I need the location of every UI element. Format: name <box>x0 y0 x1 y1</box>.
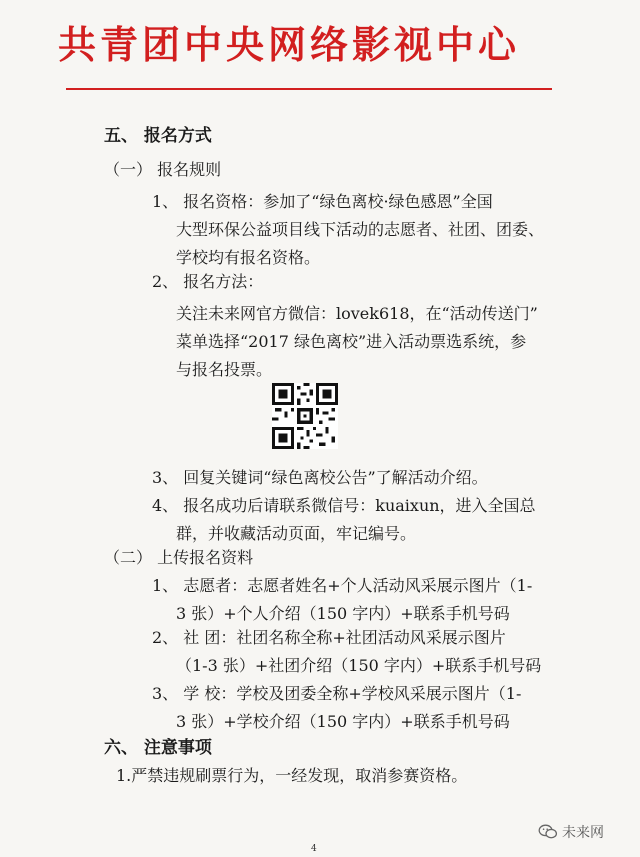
rule-item-3-line-1: 3、 回复关键词“绿色离校公告”了解活动介绍。 <box>152 468 488 487</box>
rule-item-1-line-1: 1、 报名资格：参加了“绿色离校·绿色感恩”全国 <box>152 192 493 211</box>
upload-item-1-line-2: 3 张）+个人介绍（150 字内）+联系手机号码 <box>176 604 510 623</box>
upload-item-1-line-1: 1、 志愿者：志愿者姓名+个人活动风采展示图片（1- <box>152 576 533 595</box>
wechat-qr-code <box>272 383 338 449</box>
subsection-2-heading: （二） 上传报名资料 <box>104 548 254 567</box>
letterhead-title: 共青团中央网络影视中心 <box>58 22 521 67</box>
subsection-1-heading: （一） 报名规则 <box>104 160 222 179</box>
rule-item-2-line-2: 关注未来网官方微信：lovek618，在“活动传送门” <box>176 304 538 323</box>
upload-item-3-line-2: 3 张）+学校介绍（150 字内）+联系手机号码 <box>176 712 510 731</box>
rule-item-2-line-4: 与报名投票。 <box>176 360 273 379</box>
section-6-heading: 六、 注意事项 <box>104 738 212 758</box>
upload-item-2-line-1: 2、 社 团：社团名称全称+社团活动风采展示图片 <box>152 628 506 647</box>
rule-item-1-line-2: 大型环保公益项目线下活动的志愿者、社团、团委、 <box>176 220 545 239</box>
notice-line-1: 1.严禁违规刷票行为，一经发现，取消参赛资格。 <box>116 766 468 785</box>
rule-item-1-line-3: 学校均有报名资格。 <box>176 248 321 267</box>
wechat-icon <box>538 824 558 840</box>
watermark <box>538 822 604 842</box>
letterhead-divider <box>66 88 552 90</box>
upload-item-3-line-1: 3、 学 校：学校及团委全称+学校风采展示图片（1- <box>152 684 522 703</box>
rule-item-4-line-1: 4、 报名成功后请联系微信号：kuaixun，进入全国总 <box>152 496 536 515</box>
rule-item-2-line-3: 菜单选择“2017 绿色离校”进入活动票选系统，参 <box>176 332 527 351</box>
section-5-heading: 五、 报名方式 <box>104 126 212 146</box>
watermark-text: 未来网 <box>562 825 604 841</box>
rule-item-2-line-1: 2、 报名方法： <box>152 272 264 291</box>
upload-item-2-line-2: （1-3 张）+社团介绍（150 字内）+联系手机号码 <box>176 656 542 675</box>
page-number: 4 <box>311 844 317 854</box>
rule-item-4-line-2: 群，并收藏活动页面，牢记编号。 <box>176 524 417 543</box>
